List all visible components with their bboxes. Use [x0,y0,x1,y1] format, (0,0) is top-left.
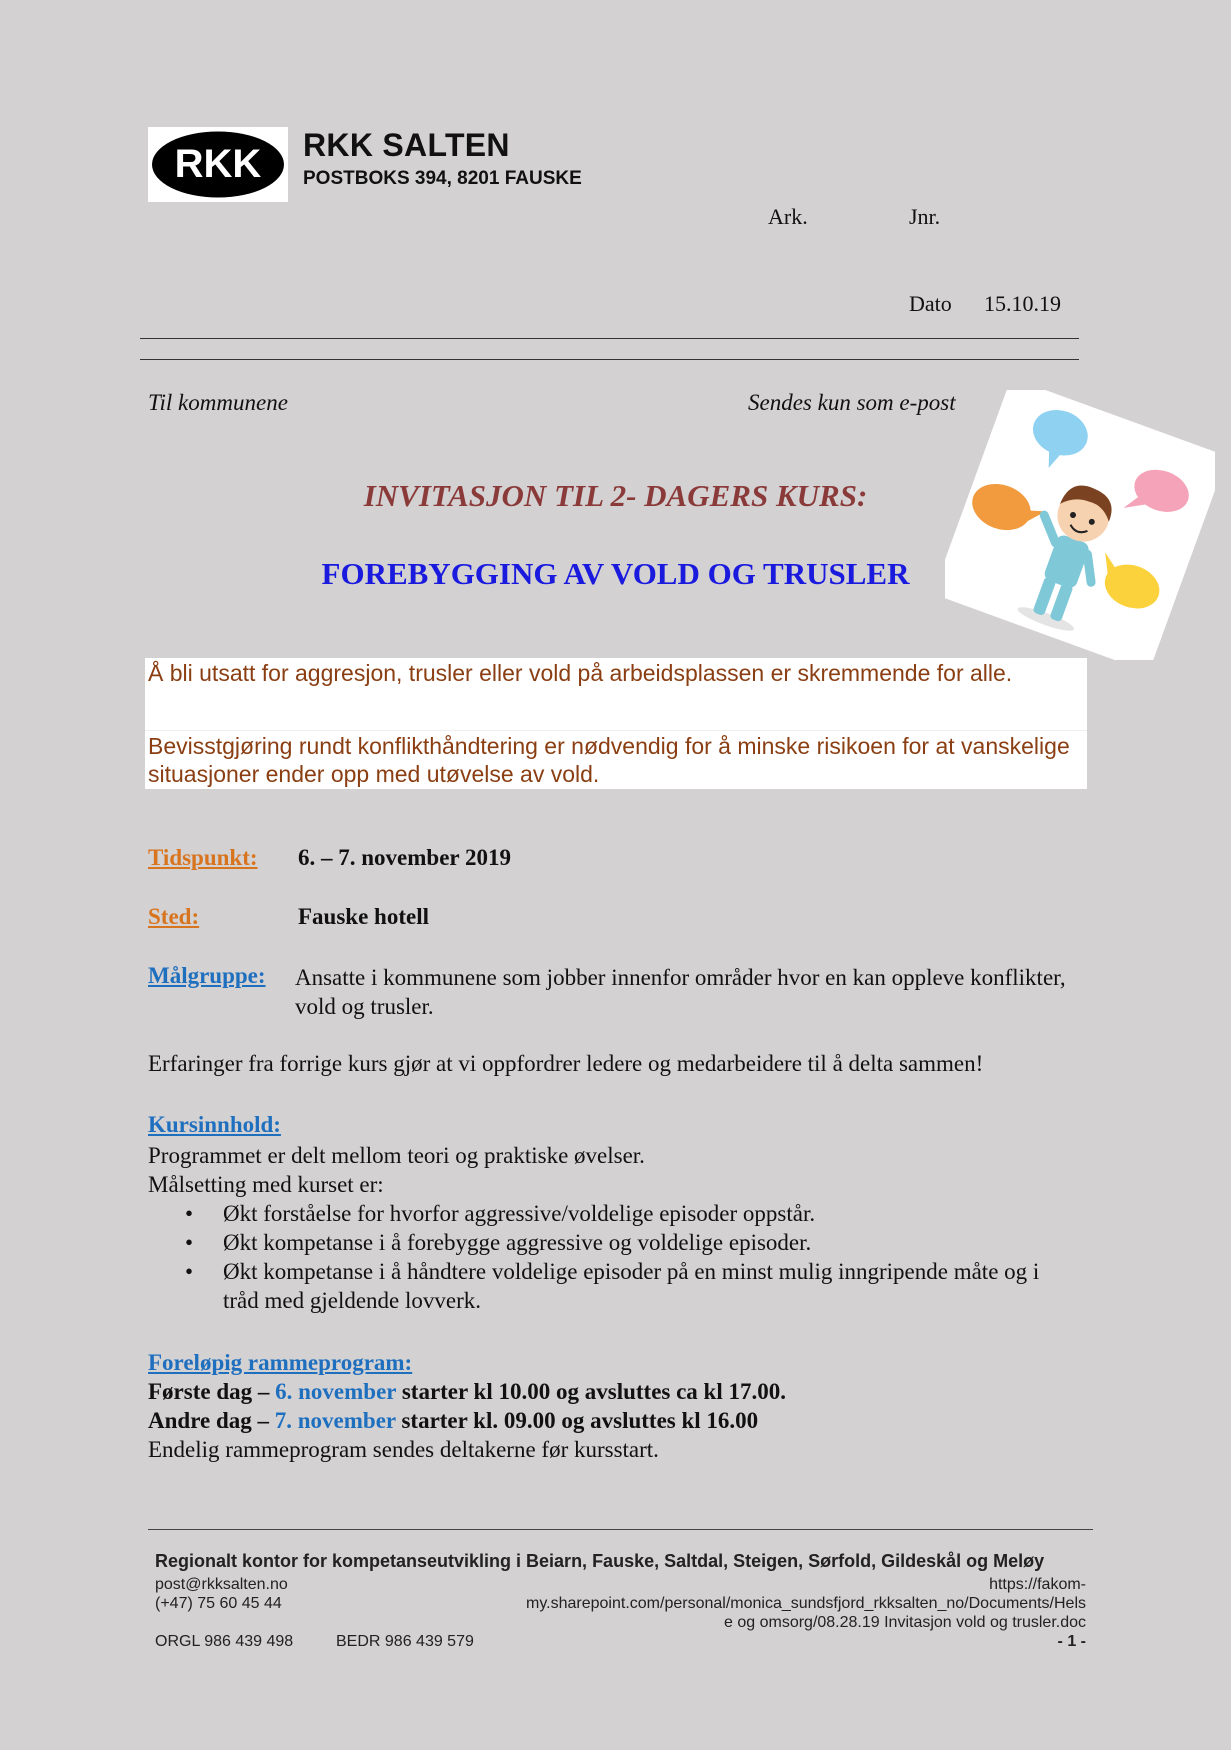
footer-divider [148,1529,1093,1530]
page-number: - 1 - [1057,1633,1086,1650]
intro-separator [145,730,1087,731]
footer-phone: (+47) 75 60 45 44 [155,1595,282,1612]
list-item: • Økt kompetanse i å forebygge aggressive og voldelige episoder. [148,1228,1078,1257]
time-value: 6. – 7. november 2019 [298,845,511,870]
footer-email: post@rkksalten.no [155,1576,288,1593]
course-title: FOREBYGGING AV VOLD OG TRUSLER [321,556,910,591]
time-label: Tidspunkt: [148,845,258,870]
place-label: Sted: [148,904,200,929]
target-group-label: Målgruppe: [148,963,266,988]
intro-paragraph-2: Bevisstgjøring rundt konflikthåndtering er nødvendig for å minske risikoen for at vanskelige situasjoner ender opp med utøvelse av vold. [148,733,1070,787]
header-divider-top [140,338,1079,339]
day2-suffix: starter kl. 09.00 og avsluttes kl 16.00 [395,1408,759,1433]
intro-box [145,658,1087,789]
dato-label: Dato [909,291,952,316]
list-item: • Økt kompetanse i å håndtere voldelige episoder på en minst mulig inngripende måte og i tråd med gjeldende lovverk. [148,1257,1078,1315]
invitation-title: INVITASJON TIL 2- DAGERS KURS: [363,478,868,513]
footer-path-line-2: my.sharepoint.com/personal/monica_sundsfjord_rkksalten_no/Documents/Hels [526,1595,1086,1612]
day1-prefix: Første dag – [148,1379,276,1404]
day2-date: 7. november [274,1408,396,1433]
logo-text: RKK [174,142,262,186]
place-value: Fauske hotell [298,904,429,929]
program-label: Foreløpig rammeprogram: [148,1350,413,1375]
footer-orgl: ORGL 986 439 498 [155,1633,294,1650]
course-content-line-2: Målsetting med kurset er: [148,1172,384,1197]
day1-date: 6. november [275,1379,397,1404]
course-content-label: Kursinnhold: [148,1112,281,1137]
program-day-2 [148,1408,758,1434]
program-day-1 [148,1379,786,1405]
footer-title: Regionalt kontor for kompetanseutvikling i Beiarn, Fauske, Saltdal, Steigen, Sørfold, Gildeskål og Meløy [155,1551,1045,1571]
footer-path-line-3: e og omsorg/08.28.19 Invitasjon vold og trusler.doc [724,1614,1086,1631]
list-item: • Økt forståelse for hvorfor aggressive/voldelige episoder oppstår. [148,1199,1078,1228]
org-name: RKK SALTEN [303,127,510,163]
program-note: Endelig rammeprogram sendes deltakerne før kursstart. [148,1437,659,1462]
intro-paragraph-1: Å bli utsatt for aggresjon, trusler eller vold på arbeidsplassen er skremmende for alle. [148,660,1013,686]
course-content-line-1: Programmet er delt mellom teori og praktiske øvelser. [148,1143,645,1168]
day1-suffix: starter kl 10.00 og avsluttes ca kl 17.00. [396,1379,786,1404]
course-content-intro [148,1141,645,1199]
header-divider-bottom [140,359,1079,360]
delivery-note: Sendes kun som e-post [748,390,956,415]
rkk-logo [148,127,288,202]
recipient-line: Til kommunene [148,390,288,415]
jnr-label: Jnr. [909,204,941,229]
course-goals-list [148,1199,1078,1315]
org-address: POSTBOKS 394, 8201 FAUSKE [303,168,582,189]
speech-bubbles-illustration [945,390,1215,660]
ark-label: Ark. [768,204,808,229]
experience-note: Erfaringer fra forrige kurs gjør at vi oppfordrer ledere og medarbeidere til å delta sammen! [148,1051,984,1076]
dato-value: 15.10.19 [984,291,1061,316]
target-group-value: Ansatte i kommunene som jobber innenfor områder hvor en kan oppleve konflikter, vold og trusler. [295,965,1066,1019]
footer-file-path [460,1575,1086,1632]
footer-bedr: BEDR 986 439 579 [336,1633,474,1650]
day2-prefix: Andre dag – [148,1408,275,1433]
footer-path-line-1: https://fakom- [989,1576,1086,1593]
